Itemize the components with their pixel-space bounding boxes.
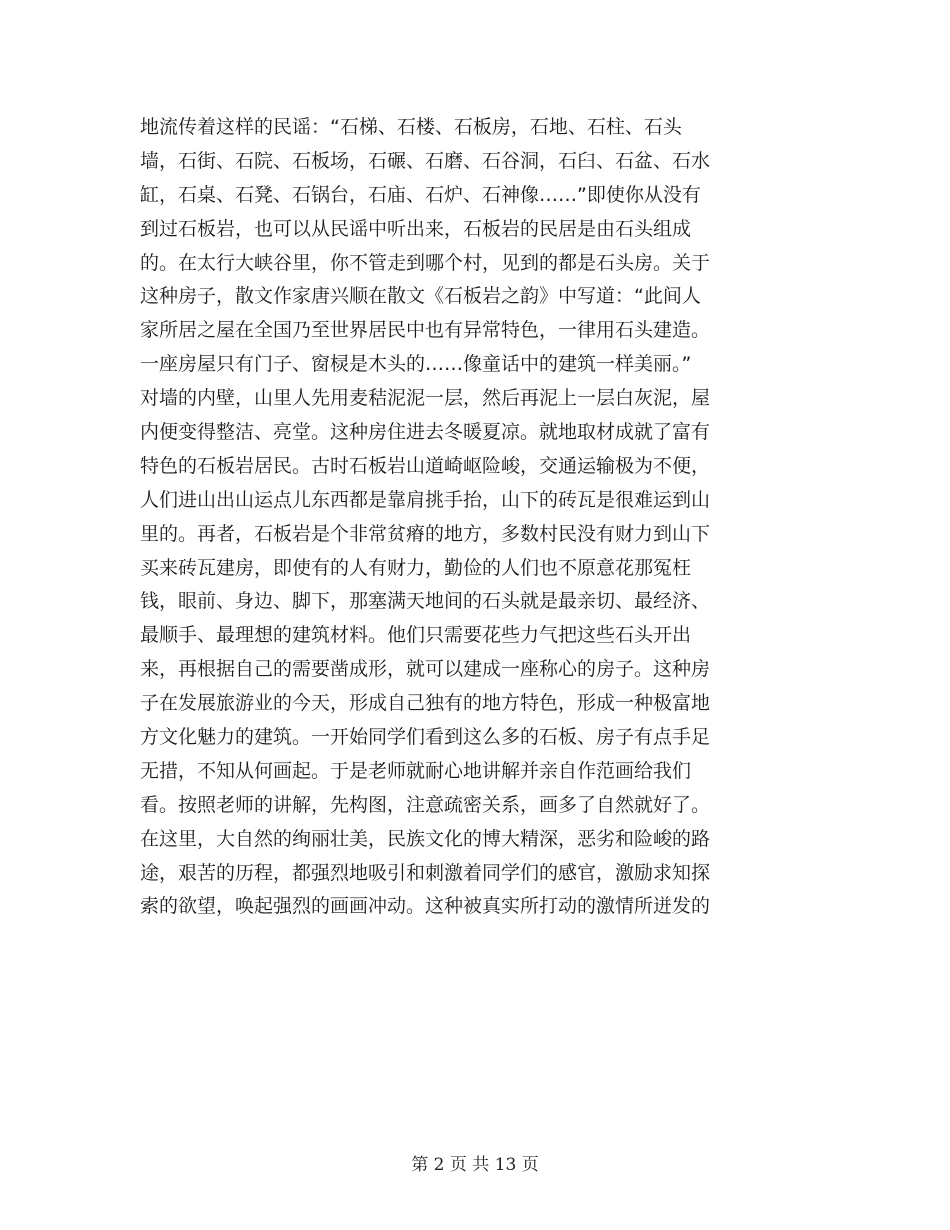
text-line: 无措，不知从何画起。于是老师就耐心地讲解并亲自作范画给我们 (140, 759, 692, 782)
text-line: 最顺手、最理想的建筑材料。他们只需要花些力气把这些石头开出 (140, 624, 692, 647)
body-text (140, 111, 760, 924)
text-line: 在这里，大自然的绚丽壮美，民族文化的博大精深，恶劣和险峻的路 (140, 827, 711, 850)
text-line: 地流传着这样的民谣：“石梯、石楼、石板房，石地、石柱、石头 (140, 116, 682, 138)
page-number-footer: 第 2 页 共 13 页 (411, 1155, 539, 1175)
text-line: 缸，石桌、石凳、石锅台，石庙、石炉、石神像……”即使你从没有 (140, 183, 701, 206)
text-line: 这种房子，散文作家唐兴顺在散文《石板岩之韵》中写道：“此间人 (140, 285, 701, 308)
text-line: 特色的石板岩居民。古时石板岩山道崎岖险峻，交通运输极为不便， (140, 454, 711, 477)
text-line: 到过石板岩，也可以从民谣中听出来，石板岩的民居是由石头组成 (140, 217, 692, 240)
text-line: 买来砖瓦建房，即使有的人有财力，勤俭的人们也不原意花那冤枉 (140, 556, 692, 579)
text-line: 子在发展旅游业的今天，形成自己独有的地方特色，形成一种极富地 (140, 692, 711, 715)
text-line: 钱，眼前、身边、脚下，那塞满天地间的石头就是最亲切、最经济、 (140, 590, 711, 613)
text-line: 途，艰苦的历程，都强烈地吸引和刺激着同学们的感官，激励求知探 (140, 861, 711, 884)
text-line: 看。按照老师的讲解，先构图，注意疏密关系，画多了自然就好了。 (140, 793, 711, 816)
text-line: 方文化魅力的建筑。一开始同学们看到这么多的石板、房子有点手足 (140, 726, 711, 749)
text-line: 人们进山出山运点儿东西都是靠肩挑手抬，山下的砖瓦是很难运到山 (140, 488, 711, 511)
text-line: 家所居之屋在全国乃至世界居民中也有异常特色，一律用石头建造。 (140, 319, 711, 342)
text-line: 对墙的内壁，山里人先用麦秸泥泥一层，然后再泥上一层白灰泥，屋 (140, 387, 711, 410)
text-line: 墙，石街、石院、石板场，石碾、石磨、石谷洞，石臼、石盆、石水 (140, 149, 711, 172)
text-line: 内便变得整洁、亮堂。这种房住进去冬暖夏凉。就地取材成就了富有 (140, 421, 711, 444)
text-line: 的。在太行大峡谷里，你不管走到哪个村，见到的都是石头房。关于 (140, 251, 711, 274)
text-line: 一座房屋只有门子、窗棂是木头的……像童话中的建筑一样美丽。” (140, 353, 692, 376)
text-line: 里的。再者，石板岩是个非常贫瘠的地方，多数村民没有财力到山下 (140, 522, 711, 545)
text-line: 索的欲望，唤起强烈的画画冲动。这种被真实所打动的激情所迸发的 (140, 895, 711, 918)
text-line: 来，再根据自己的需要凿成形，就可以建成一座称心的房子。这种房 (140, 658, 711, 681)
